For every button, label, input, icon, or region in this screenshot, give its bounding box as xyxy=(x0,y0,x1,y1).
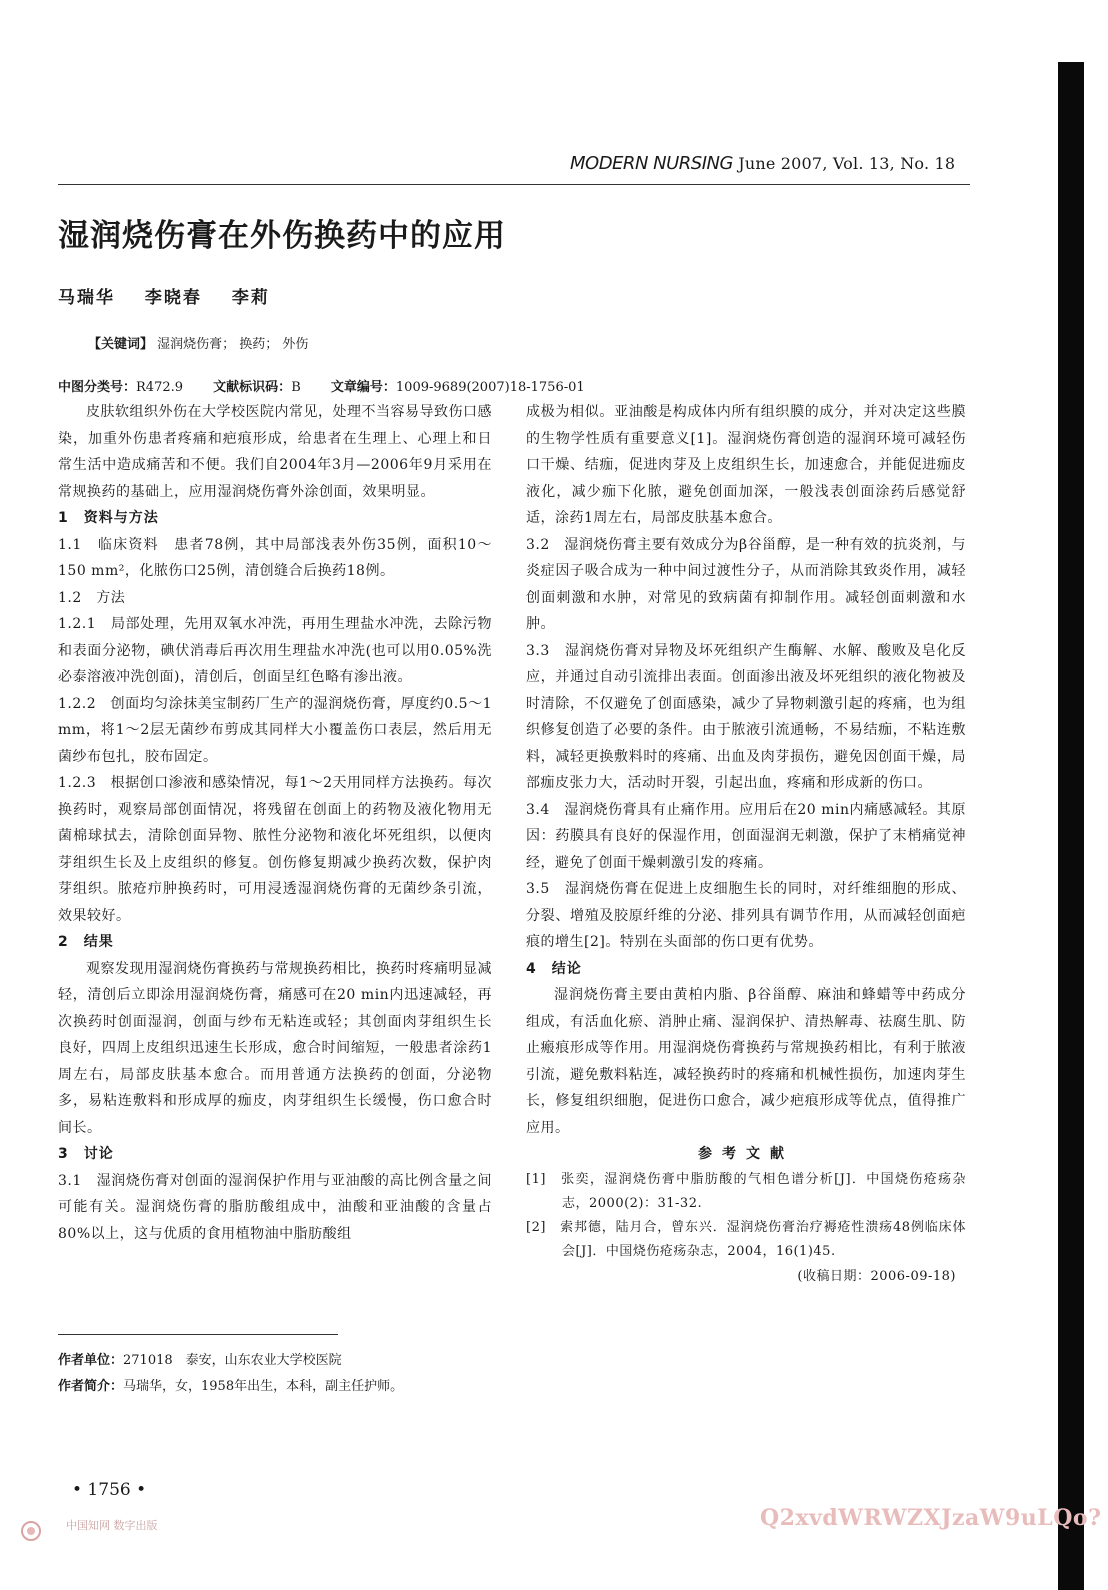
reference-item: [2] 索邦德，陆月合，曾东兴．湿润烧伤膏治疗褥疮性溃疡48例临床体会[J]．中国烧伤疮疡杂志，2004，16(1)45. xyxy=(526,1219,966,1259)
paragraph: 3.4 湿润烧伤膏具有止痛作用。应用后在20 min内痛感减轻。其原因：药膜具有良好的保湿作用，创面湿润无刺激，保护了末梢痛觉神经，避免了创面干燥刺激引发的疼痛。 xyxy=(526,801,966,871)
journal-header xyxy=(570,153,970,174)
paragraph: 1.1 临床资料 患者78例，其中局部浅表外伤35例，面积10～150 mm²，化脓伤口25例，清创缝合后换药18例。 xyxy=(58,536,492,579)
scan-edge-bar xyxy=(1058,62,1084,1590)
paragraph: 1.2.3 根据创口渗液和感染情况，每1～2天用同样方法换药。每次换药时，观察局部创面情况，将残留在创面上的药物及液化物用无菌棉球拭去，清除创面异物、脓性分泌物和液化坏死组织，以便肉芽组织生长及上皮组织的修复。创伤修复期减少换药次数，保护肉芽组织。脓疮疖肿换药时，可用浸透湿润烧伤膏的无菌纱条引流，效果较好。 xyxy=(58,775,492,924)
classification-line xyxy=(58,376,611,395)
watermark-code: Q2xvdWRWZXJzaW9uLQo? xyxy=(760,1505,1102,1531)
footnote-rule xyxy=(58,1334,338,1335)
section-heading: 4 结论 xyxy=(526,960,582,977)
bio-label: 作者简介： xyxy=(58,1379,124,1394)
doc-code-value: B xyxy=(291,380,301,395)
keywords-text: 湿润烧伤膏； 换药； 外伤 xyxy=(157,337,309,352)
publisher-logo-icon xyxy=(20,1520,42,1542)
author-list xyxy=(58,283,292,308)
paragraph: 3.2 湿润烧伤膏主要有效成分为β谷甾醇，是一种有效的抗炎剂，与炎症因子吸合成为一种中间过渡性分子，从而消除其致炎作用，减轻创面刺激和水肿，对常见的致病菌有抑制作用。减轻创面刺激和水肿。 xyxy=(526,536,966,632)
right-column xyxy=(526,399,966,1290)
section-heading: 3 讨论 xyxy=(58,1146,114,1162)
doc-code-label: 文献标识码： xyxy=(213,380,292,395)
paragraph: 湿润烧伤膏主要由黄柏内脂、β谷甾醇、麻油和蜂蜡等中药成分组成，有活血化瘀、消肿止痛、湿润保护、清热解毒、祛腐生肌、防止瘢痕形成等作用。用湿润烧伤膏换药与常规换药相比，有利于脓液引流，避免敷料粘连，减轻换药时的疼痛和机械性损伤，加速肉芽生长，修复组织细胞，促进伤口愈合，减少疤痕形成等优点，值得推广应用。 xyxy=(526,987,966,1136)
paragraph: 1.2.1 局部处理，先用双氧水冲洗，再用生理盐水冲洗，去除污物和表面分泌物，碘伏消毒后再次用生理盐水冲洗(也可以用0.05%洗必泰溶液冲洗创面)，清创后，创面呈红色略有渗出液。 xyxy=(58,616,492,685)
section-heading: 1 资料与方法 xyxy=(58,510,159,526)
clc-value: R472.9 xyxy=(136,380,184,395)
author-footnotes xyxy=(58,1348,403,1400)
journal-issue: June 2007, Vol. 13, No. 18 xyxy=(738,154,956,173)
keywords xyxy=(88,333,308,352)
paragraph: 3.3 湿润烧伤膏对异物及坏死组织产生酶解、水解、酸败及皂化反应，并通过自动引流排出表面。创面渗出液及坏死组织的液化物被及时清除，不仅避免了创面感染，减少了异物刺激引起的疼痛，也为组织修复创造了必要的条件。由于脓液引流通畅，不易结痂，不粘连敷料，减轻更换敷料时的疼痛、出血及肉芽损伤，避免因创面干燥，局部痂皮张力大，活动时开裂，引起出血，疼痛和形成新的伤口。 xyxy=(526,642,966,791)
intro-paragraph: 皮肤软组织外伤在大学校医院内常见，处理不当容易导致伤口感染，加重外伤患者疼痛和疤痕形成，给患者在生理上、心理上和日常生活中造成痛苦和不便。我们自2004年3月—2006年9月采用在常规换药的基础上，应用湿润烧伤膏外涂创面，效果明显。 xyxy=(58,404,492,500)
publisher-watermark-text: 中国知网 数字出版 xyxy=(66,1519,158,1532)
paragraph: 3.5 湿润烧伤膏在促进上皮细胞生长的同时，对纤维细胞的形成、分裂、增殖及胶原纤维的分泌、排列具有调节作用，从而减轻创面疤痕的增生[2]。特别在头面部的伤口更有优势。 xyxy=(526,881,966,950)
author: 李莉 xyxy=(231,288,270,308)
paragraph: 3.1 湿润烧伤膏对创面的湿润保护作用与亚油酸的高比例含量之间可能有关。湿润烧伤膏的脂肪酸组成中，油酸和亚油酸的含量占80%以上，这与优质的食用植物油中脂肪酸组 xyxy=(58,1172,492,1242)
page-number: • 1756 • xyxy=(72,1480,147,1500)
author: 马瑞华 xyxy=(58,288,115,308)
keywords-label: 【关键词】 xyxy=(88,337,154,352)
affiliation-value: 271018 泰安，山东农业大学校医院 xyxy=(123,1353,342,1368)
reference-item: [1] 张奕，湿润烧伤膏中脂肪酸的气相色谱分析[J]．中国烧伤疮疡杂志，2000(2)：31-32. xyxy=(526,1171,966,1211)
article-title: 湿润烧伤膏在外伤换药中的应用 xyxy=(58,218,506,254)
article-id-value: 1009-9689(2007)18-1756-01 xyxy=(395,380,585,395)
article-id-label: 文章编号： xyxy=(330,380,396,395)
received-date: (收稿日期：2006-09-18) xyxy=(797,1268,956,1284)
section-heading: 2 结果 xyxy=(58,934,114,950)
references-heading: 参考文献 xyxy=(698,1146,794,1162)
affiliation-label: 作者单位： xyxy=(58,1353,124,1368)
author: 李晓春 xyxy=(144,288,202,308)
journal-name: MODERN NURSING xyxy=(570,153,733,174)
clc-label: 中图分类号： xyxy=(58,380,137,395)
subsection-heading: 1.2 方法 xyxy=(58,589,126,606)
paragraph: 1.2.2 创面均匀涂抹美宝制药厂生产的湿润烧伤膏，厚度约0.5～1 mm，将1～2层无菌纱布剪成其同样大小覆盖伤口表层，然后用无菌纱布包扎，胶布固定。 xyxy=(58,695,492,765)
paragraph: 观察发现用湿润烧伤膏换药与常规换药相比，换药时疼痛明显减轻，清创后立即涂用湿润烧伤膏，痛感可在20 min内迅速减轻，再次换药时创面湿润，创面与纱布无粘连或轻；其创面肉芽组织生长良好，四周上皮组织迅速生长形成，愈合时间缩短，一般患者涂药1周左右，局部皮肤基本愈合。而用普通方法换药的创面，分泌物多，易粘连敷料和形成厚的痂皮，肉芽组织生长缓慢，伤口愈合时间长。 xyxy=(58,960,492,1136)
paragraph: 成极为相似。亚油酸是构成体内所有组织膜的成分，并对决定这些膜的生物学性质有重要意义[1]。湿润烧伤膏创造的湿润环境可减轻伤口干燥、结痂，促进肉芽及上皮组织生长，加速愈合，并能促进痂皮液化，减少痂下化脓，避免创面加深，一般浅表创面涂药后感觉舒适，涂药1周左右，局部皮肤基本愈合。 xyxy=(526,404,966,526)
bio-value: 马瑞华，女，1958年出生，本科，副主任护师。 xyxy=(123,1379,404,1394)
left-column xyxy=(58,399,492,1247)
header-rule xyxy=(58,184,970,185)
